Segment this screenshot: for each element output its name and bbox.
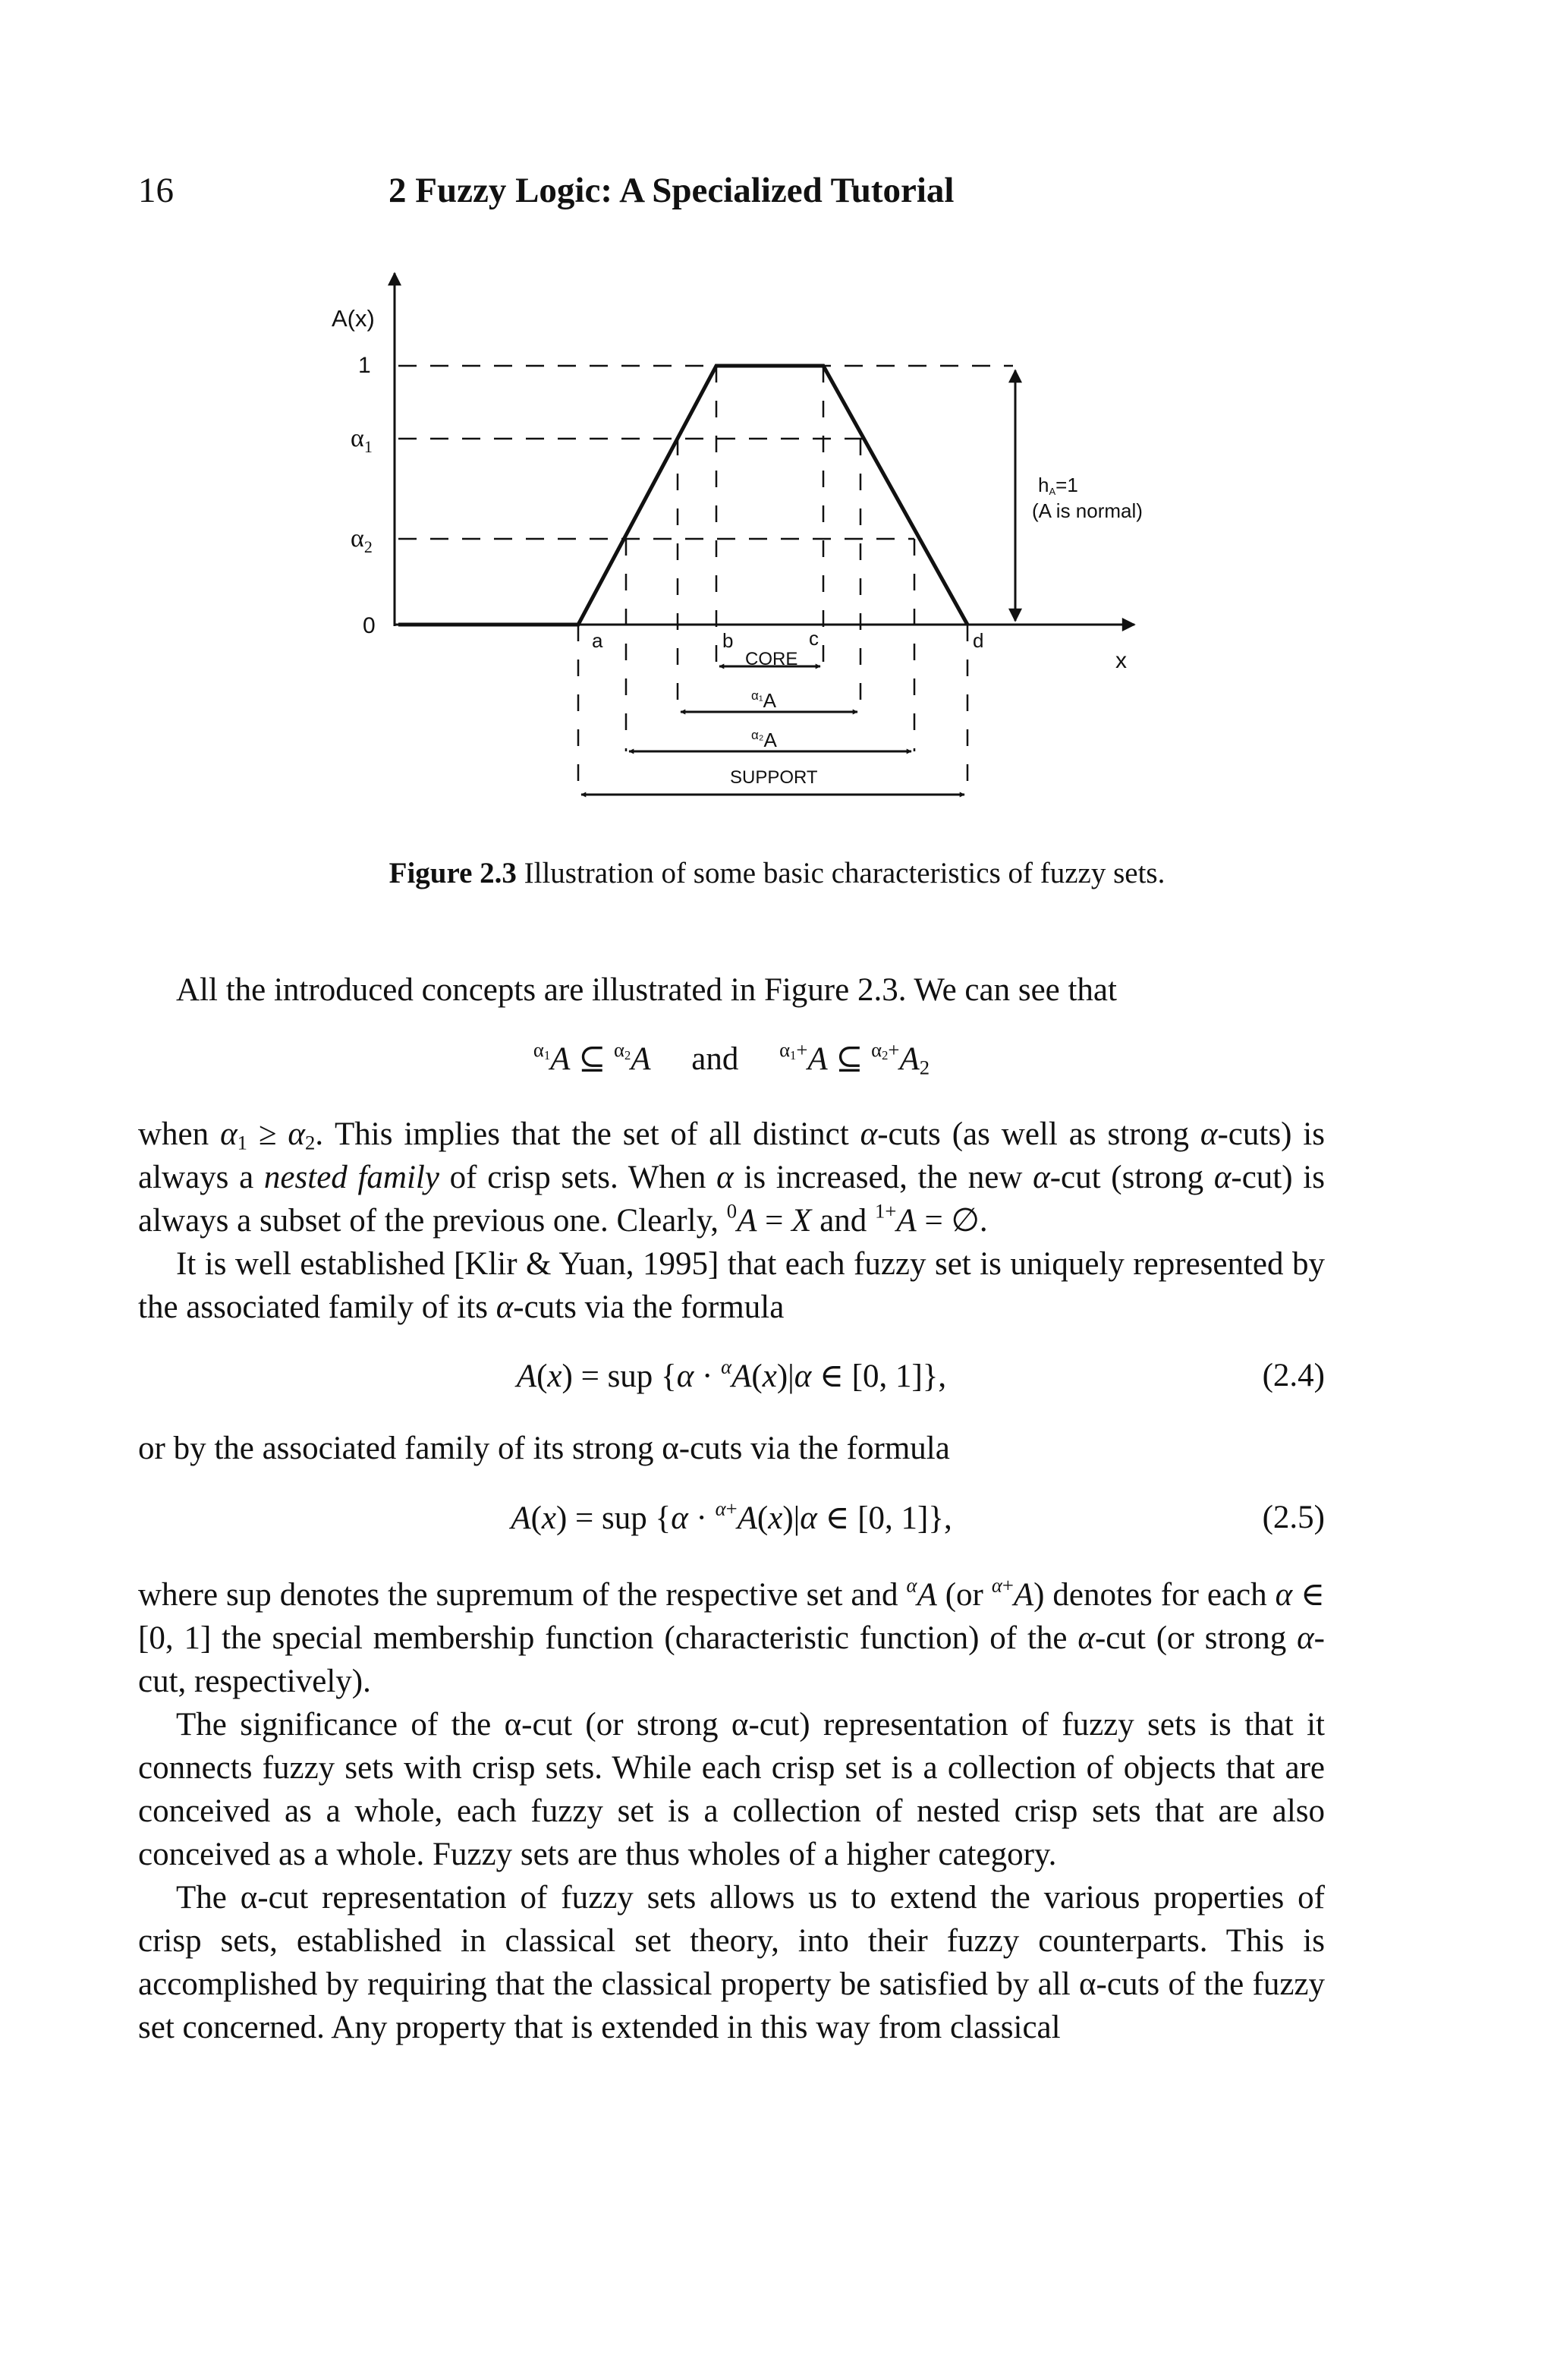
support-label: SUPPORT [730, 767, 818, 788]
paragraph-1: All the introduced concepts are illustrated in Figure 2.3. We can see that [176, 972, 1117, 1008]
equation-2-5-number: (2.5) [1262, 1500, 1325, 1535]
height-label: hA=1 [1038, 474, 1078, 497]
equation-2-4-number: (2.4) [1262, 1358, 1325, 1393]
tick-0: 0 [363, 613, 376, 638]
alpha1-cut-label: $^{\alpha_1}$A [751, 688, 776, 712]
core-label: CORE [745, 649, 798, 669]
paragraph-6: The significance of the α-cut (or strong α-cut) representation of fuzzy sets is that it connects fuzzy sets with crisp sets. While each crisp set is a collection of objects that are conceived as a whole, each fuzzy set is a collection of nested crisp sets that are also conceived as a whole. Fuzzy sets are thus wholes of a higher category. [138, 1707, 1325, 1872]
point-b: b [722, 629, 734, 652]
point-a: a [592, 629, 603, 652]
point-c: c [809, 627, 819, 650]
height-note: (A is normal) [1032, 499, 1143, 522]
chapter-title: 2 Fuzzy Logic: A Specialized Tutorial [388, 171, 955, 210]
caption-text: Illustration of some basic characteristics of fuzzy sets. [524, 857, 1166, 889]
paragraph-2: when $\alpha_1 \ge \alpha_2$. This implies that the set of all distinct α-cuts (as well as strong α-cuts) is always a nested family of crisp sets. When α is increased, the new α-cut (strong α-cut) is always a subset of the previous one. Clearly, $^0$A = X and $^{1+}$A = ∅. It is well established [Klir & Yuan, 1995] that each fuzzy set is uniquely represented by the associated family of its α-cuts via the formula [138, 1116, 1325, 1325]
nested-cuts-formula: $^{\alpha_1}$A ⊆ $^{\alpha_2}$A and $^{\alpha_1+}$A ⊆ $^{\alpha_2+}A_2$ [533, 1037, 930, 1079]
point-d: d [973, 629, 984, 652]
paragraph-5: where sup denotes the supremum of the respective set and $^\alpha$A (or $^{\alpha+}$A) denotes for each α ∈ [0, 1] the special membership function (characteristic function) of the α-cut (or strong α-cut, respectively). The significance of the α-cut (or strong α-cut) representation of fuzzy sets is that it connects fuzzy sets with crisp sets. While each crisp set is a collection of objects that are conceived as a whole, each fuzzy set is a collection of nested crisp sets that are also conceived as a whole. Fuzzy sets are thus wholes of a higher category. The α-cut representation of fuzzy sets allows us to extend the various properties of crisp sets, established in classical set theory, into their fuzzy counterparts. This is accomplished by requiring that the classical property be satisfied by all α-cuts of the fuzzy set concerned. Any property that is extended in this way from classical [138, 1573, 1325, 2049]
tick-1: 1 [358, 353, 371, 378]
x-axis-label: x [1115, 648, 1127, 673]
paragraph-4: or by the associated family of its strong α-cuts via the formula [138, 1431, 950, 1466]
figure-caption [0, 856, 1554, 890]
equation-2-5: A(x) = sup {α · $^{\alpha+}$A(x)|α ∈ [0, 1]}, (2.5) [511, 1497, 1325, 1536]
membership-function [398, 366, 967, 625]
page-number: 16 [138, 171, 174, 210]
alpha2-cut-label: $^{\alpha_2}$A [751, 728, 777, 751]
fuzzy-set-figure [0, 266, 1554, 827]
equation-2-4: A(x) = sup {α · $^\alpha$A(x)|α ∈ [0, 1]}, (2.4) [516, 1355, 1325, 1394]
paragraph-7: The α-cut representation of fuzzy sets allows us to extend the various properties of crisp sets, established in classical set theory, into their fuzzy counterparts. This is accomplished by requiring that the classical property be satisfied by all α-cuts of the fuzzy set concerned. Any property that is extended in this way from classical [138, 1880, 1325, 2045]
tick-alpha1: $\alpha_1$ [351, 424, 373, 456]
tick-alpha2: $\alpha_2$ [351, 524, 373, 556]
caption-label: Figure 2.3 [388, 857, 517, 889]
y-axis-label: A(x) [332, 305, 375, 332]
